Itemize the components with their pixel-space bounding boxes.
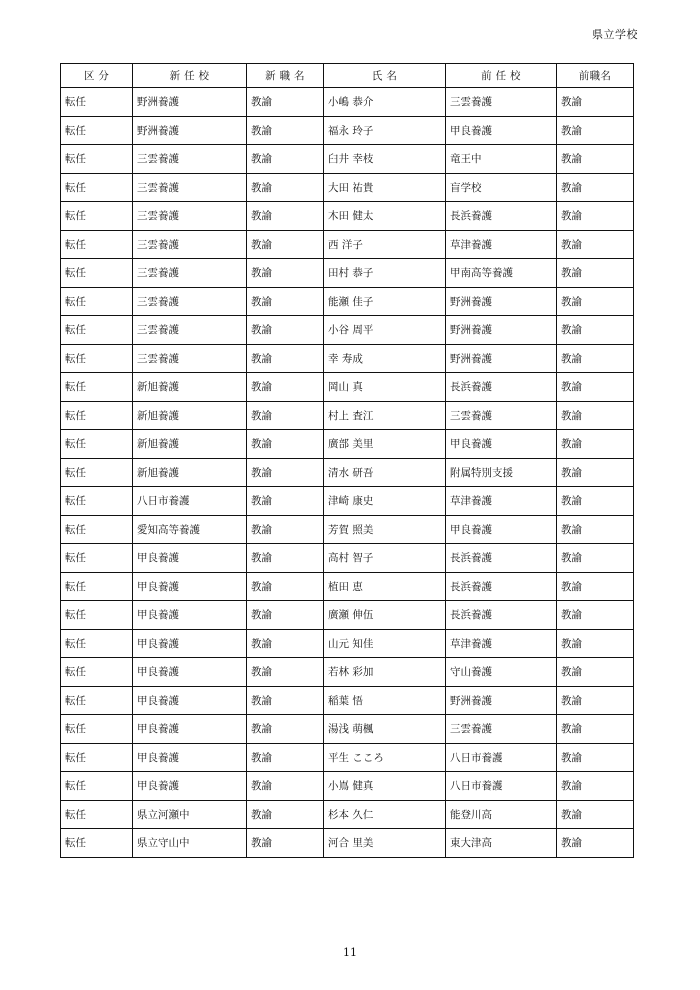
cell-previous-position: 教諭 bbox=[557, 173, 634, 202]
cell-category: 転任 bbox=[61, 316, 133, 345]
cell-previous-position: 教諭 bbox=[557, 88, 634, 117]
header-previous-position: 前職名 bbox=[557, 64, 634, 88]
cell-new-school: 甲良養護 bbox=[133, 544, 247, 573]
cell-name: 小嶌 健真 bbox=[324, 772, 446, 801]
cell-previous-school: 三雲養護 bbox=[446, 88, 557, 117]
cell-name: 廣部 美里 bbox=[324, 430, 446, 459]
cell-previous-school: 甲良養護 bbox=[446, 116, 557, 145]
header-previous-school: 前 任 校 bbox=[446, 64, 557, 88]
cell-new-school: 三雲養護 bbox=[133, 259, 247, 288]
cell-new-position: 教諭 bbox=[247, 88, 324, 117]
cell-previous-school: 長浜養護 bbox=[446, 544, 557, 573]
cell-new-school: 三雲養護 bbox=[133, 344, 247, 373]
cell-previous-position: 教諭 bbox=[557, 259, 634, 288]
cell-name: 臼井 幸枝 bbox=[324, 145, 446, 174]
cell-new-school: 野洲養護 bbox=[133, 88, 247, 117]
table-row bbox=[61, 458, 634, 487]
table-row bbox=[61, 572, 634, 601]
cell-new-position: 教諭 bbox=[247, 344, 324, 373]
cell-previous-school: 竜王中 bbox=[446, 145, 557, 174]
cell-previous-position: 教諭 bbox=[557, 344, 634, 373]
table-row bbox=[61, 800, 634, 829]
cell-category: 転任 bbox=[61, 658, 133, 687]
cell-new-school: 甲良養護 bbox=[133, 772, 247, 801]
cell-previous-school: 八日市養護 bbox=[446, 772, 557, 801]
table-row bbox=[61, 515, 634, 544]
table-row bbox=[61, 373, 634, 402]
cell-previous-school: 八日市養護 bbox=[446, 743, 557, 772]
cell-new-position: 教諭 bbox=[247, 515, 324, 544]
cell-category: 転任 bbox=[61, 743, 133, 772]
cell-category: 転任 bbox=[61, 601, 133, 630]
cell-category: 転任 bbox=[61, 458, 133, 487]
cell-previous-position: 教諭 bbox=[557, 116, 634, 145]
cell-new-position: 教諭 bbox=[247, 715, 324, 744]
cell-previous-position: 教諭 bbox=[557, 629, 634, 658]
cell-new-school: 新旭養護 bbox=[133, 401, 247, 430]
table-row bbox=[61, 430, 634, 459]
table-row bbox=[61, 658, 634, 687]
cell-new-position: 教諭 bbox=[247, 116, 324, 145]
cell-new-position: 教諭 bbox=[247, 145, 324, 174]
cell-category: 転任 bbox=[61, 686, 133, 715]
cell-previous-position: 教諭 bbox=[557, 287, 634, 316]
table-row bbox=[61, 686, 634, 715]
cell-new-school: 県立河瀬中 bbox=[133, 800, 247, 829]
table-row bbox=[61, 145, 634, 174]
cell-previous-position: 教諭 bbox=[557, 515, 634, 544]
cell-previous-position: 教諭 bbox=[557, 145, 634, 174]
cell-previous-school: 長浜養護 bbox=[446, 601, 557, 630]
cell-previous-school: 能登川高 bbox=[446, 800, 557, 829]
table-row bbox=[61, 401, 634, 430]
cell-new-position: 教諭 bbox=[247, 316, 324, 345]
cell-previous-school: 草津養護 bbox=[446, 487, 557, 516]
table-row bbox=[61, 601, 634, 630]
cell-new-school: 三雲養護 bbox=[133, 145, 247, 174]
cell-name: 幸 寿成 bbox=[324, 344, 446, 373]
cell-name: 杉本 久仁 bbox=[324, 800, 446, 829]
table-row bbox=[61, 116, 634, 145]
cell-new-school: 野洲養護 bbox=[133, 116, 247, 145]
cell-previous-school: 盲学校 bbox=[446, 173, 557, 202]
cell-new-school: 三雲養護 bbox=[133, 202, 247, 231]
cell-previous-position: 教諭 bbox=[557, 202, 634, 231]
cell-category: 転任 bbox=[61, 772, 133, 801]
cell-previous-school: 東大津高 bbox=[446, 829, 557, 858]
table-row bbox=[61, 344, 634, 373]
cell-category: 転任 bbox=[61, 401, 133, 430]
table-row bbox=[61, 202, 634, 231]
cell-previous-school: 草津養護 bbox=[446, 629, 557, 658]
cell-new-school: 甲良養護 bbox=[133, 629, 247, 658]
cell-name: 西 洋子 bbox=[324, 230, 446, 259]
cell-new-position: 教諭 bbox=[247, 287, 324, 316]
cell-new-position: 教諭 bbox=[247, 658, 324, 687]
table-row bbox=[61, 287, 634, 316]
personnel-table bbox=[60, 63, 634, 858]
cell-name: 河合 里美 bbox=[324, 829, 446, 858]
cell-previous-school: 守山養護 bbox=[446, 658, 557, 687]
cell-new-position: 教諭 bbox=[247, 800, 324, 829]
cell-category: 転任 bbox=[61, 572, 133, 601]
cell-name: 清水 研吾 bbox=[324, 458, 446, 487]
cell-name: 津崎 康史 bbox=[324, 487, 446, 516]
cell-previous-school: 野洲養護 bbox=[446, 686, 557, 715]
cell-new-position: 教諭 bbox=[247, 686, 324, 715]
cell-new-position: 教諭 bbox=[247, 743, 324, 772]
cell-previous-position: 教諭 bbox=[557, 572, 634, 601]
cell-previous-school: 野洲養護 bbox=[446, 287, 557, 316]
cell-category: 転任 bbox=[61, 173, 133, 202]
header-new-school: 新 任 校 bbox=[133, 64, 247, 88]
cell-category: 転任 bbox=[61, 145, 133, 174]
cell-previous-school: 野洲養護 bbox=[446, 316, 557, 345]
table-row bbox=[61, 743, 634, 772]
table-row bbox=[61, 715, 634, 744]
cell-previous-position: 教諭 bbox=[557, 401, 634, 430]
cell-previous-position: 教諭 bbox=[557, 316, 634, 345]
cell-new-school: 八日市養護 bbox=[133, 487, 247, 516]
cell-category: 転任 bbox=[61, 230, 133, 259]
cell-new-position: 教諭 bbox=[247, 430, 324, 459]
cell-previous-position: 教諭 bbox=[557, 686, 634, 715]
cell-new-position: 教諭 bbox=[247, 173, 324, 202]
cell-category: 転任 bbox=[61, 829, 133, 858]
cell-name: 若林 彩加 bbox=[324, 658, 446, 687]
cell-previous-position: 教諭 bbox=[557, 487, 634, 516]
table-row bbox=[61, 316, 634, 345]
cell-category: 転任 bbox=[61, 487, 133, 516]
cell-previous-school: 長浜養護 bbox=[446, 373, 557, 402]
cell-new-position: 教諭 bbox=[247, 401, 324, 430]
table-header-row bbox=[61, 64, 634, 88]
cell-new-school: 甲良養護 bbox=[133, 743, 247, 772]
cell-new-school: 甲良養護 bbox=[133, 572, 247, 601]
cell-category: 転任 bbox=[61, 629, 133, 658]
cell-new-position: 教諭 bbox=[247, 544, 324, 573]
table-body bbox=[61, 88, 634, 858]
cell-previous-position: 教諭 bbox=[557, 430, 634, 459]
cell-previous-position: 教諭 bbox=[557, 715, 634, 744]
cell-name: 稲葉 悟 bbox=[324, 686, 446, 715]
table-row bbox=[61, 772, 634, 801]
cell-new-school: 甲良養護 bbox=[133, 658, 247, 687]
cell-category: 転任 bbox=[61, 344, 133, 373]
cell-previous-position: 教諭 bbox=[557, 230, 634, 259]
cell-previous-school: 長浜養護 bbox=[446, 202, 557, 231]
cell-name: 植田 恵 bbox=[324, 572, 446, 601]
cell-previous-position: 教諭 bbox=[557, 772, 634, 801]
cell-previous-school: 甲良養護 bbox=[446, 430, 557, 459]
cell-category: 転任 bbox=[61, 544, 133, 573]
cell-new-school: 県立守山中 bbox=[133, 829, 247, 858]
cell-name: 岡山 真 bbox=[324, 373, 446, 402]
cell-name: 田村 恭子 bbox=[324, 259, 446, 288]
cell-previous-school: 甲良養護 bbox=[446, 515, 557, 544]
cell-name: 湯浅 萌楓 bbox=[324, 715, 446, 744]
cell-category: 転任 bbox=[61, 287, 133, 316]
cell-previous-position: 教諭 bbox=[557, 829, 634, 858]
header-new-position: 新 職 名 bbox=[247, 64, 324, 88]
cell-category: 転任 bbox=[61, 800, 133, 829]
cell-new-position: 教諭 bbox=[247, 202, 324, 231]
cell-new-school: 三雲養護 bbox=[133, 316, 247, 345]
cell-new-position: 教諭 bbox=[247, 572, 324, 601]
cell-new-school: 三雲養護 bbox=[133, 287, 247, 316]
cell-new-school: 新旭養護 bbox=[133, 373, 247, 402]
cell-new-position: 教諭 bbox=[247, 601, 324, 630]
cell-name: 福永 玲子 bbox=[324, 116, 446, 145]
table-row bbox=[61, 829, 634, 858]
cell-new-school: 三雲養護 bbox=[133, 230, 247, 259]
cell-new-position: 教諭 bbox=[247, 772, 324, 801]
cell-name: 廣瀬 伸伍 bbox=[324, 601, 446, 630]
table-row bbox=[61, 88, 634, 117]
cell-new-position: 教諭 bbox=[247, 458, 324, 487]
header-category: 区 分 bbox=[61, 64, 133, 88]
cell-previous-position: 教諭 bbox=[557, 800, 634, 829]
cell-name: 木田 健太 bbox=[324, 202, 446, 231]
cell-name: 平生 こころ bbox=[324, 743, 446, 772]
cell-previous-school: 三雲養護 bbox=[446, 715, 557, 744]
cell-name: 能瀬 佳子 bbox=[324, 287, 446, 316]
cell-new-position: 教諭 bbox=[247, 373, 324, 402]
table-row bbox=[61, 544, 634, 573]
cell-name: 大田 祐貴 bbox=[324, 173, 446, 202]
cell-new-position: 教諭 bbox=[247, 230, 324, 259]
cell-new-school: 三雲養護 bbox=[133, 173, 247, 202]
table-row bbox=[61, 629, 634, 658]
cell-category: 転任 bbox=[61, 430, 133, 459]
cell-name: 高村 智子 bbox=[324, 544, 446, 573]
cell-name: 村上 査江 bbox=[324, 401, 446, 430]
header-note: 県立学校 bbox=[592, 28, 638, 41]
cell-previous-school: 長浜養護 bbox=[446, 572, 557, 601]
cell-category: 転任 bbox=[61, 715, 133, 744]
cell-category: 転任 bbox=[61, 202, 133, 231]
cell-previous-school: 甲南高等養護 bbox=[446, 259, 557, 288]
cell-previous-position: 教諭 bbox=[557, 743, 634, 772]
header-name: 氏 名 bbox=[324, 64, 446, 88]
cell-previous-position: 教諭 bbox=[557, 544, 634, 573]
cell-previous-position: 教諭 bbox=[557, 601, 634, 630]
cell-previous-school: 野洲養護 bbox=[446, 344, 557, 373]
cell-new-position: 教諭 bbox=[247, 259, 324, 288]
cell-previous-school: 草津養護 bbox=[446, 230, 557, 259]
cell-new-position: 教諭 bbox=[247, 487, 324, 516]
cell-new-school: 甲良養護 bbox=[133, 715, 247, 744]
cell-previous-school: 附属特別支援 bbox=[446, 458, 557, 487]
cell-category: 転任 bbox=[61, 88, 133, 117]
cell-category: 転任 bbox=[61, 259, 133, 288]
cell-new-school: 甲良養護 bbox=[133, 686, 247, 715]
cell-new-position: 教諭 bbox=[247, 629, 324, 658]
table-row bbox=[61, 173, 634, 202]
cell-category: 転任 bbox=[61, 515, 133, 544]
cell-name: 芳賀 照美 bbox=[324, 515, 446, 544]
cell-name: 小嶋 恭介 bbox=[324, 88, 446, 117]
cell-previous-position: 教諭 bbox=[557, 373, 634, 402]
cell-previous-school: 三雲養護 bbox=[446, 401, 557, 430]
table-row bbox=[61, 259, 634, 288]
page-number: 11 bbox=[343, 946, 357, 959]
cell-previous-position: 教諭 bbox=[557, 458, 634, 487]
table-row bbox=[61, 230, 634, 259]
cell-name: 山元 知佳 bbox=[324, 629, 446, 658]
cell-new-school: 甲良養護 bbox=[133, 601, 247, 630]
cell-new-school: 愛知高等養護 bbox=[133, 515, 247, 544]
cell-name: 小谷 周平 bbox=[324, 316, 446, 345]
cell-previous-position: 教諭 bbox=[557, 658, 634, 687]
cell-new-school: 新旭養護 bbox=[133, 458, 247, 487]
table-row bbox=[61, 487, 634, 516]
cell-new-position: 教諭 bbox=[247, 829, 324, 858]
cell-new-school: 新旭養護 bbox=[133, 430, 247, 459]
cell-category: 転任 bbox=[61, 116, 133, 145]
cell-category: 転任 bbox=[61, 373, 133, 402]
